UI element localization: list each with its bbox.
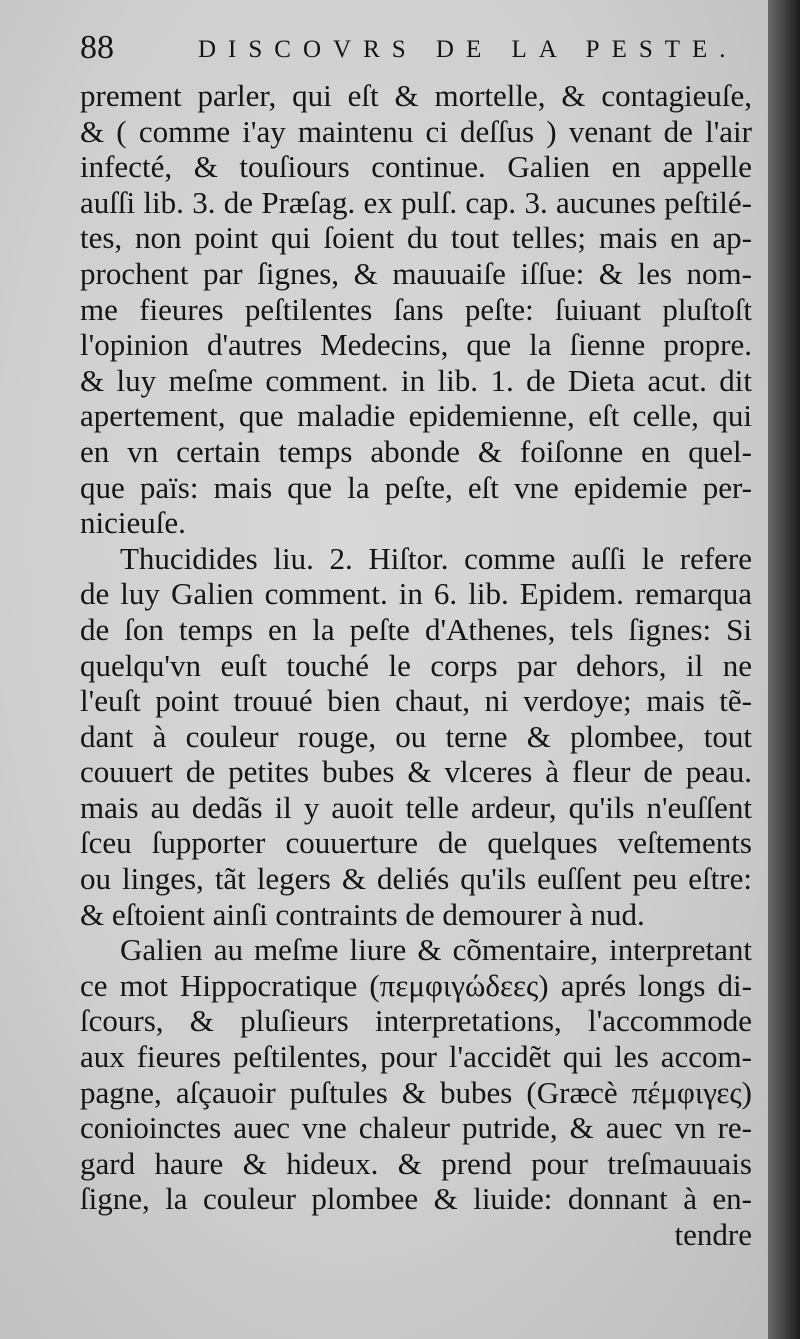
text-line: Galien au meſme liure & cõmentaire, interpretant: [120, 932, 752, 968]
text-line: l'opinion d'autres Medecins, que la ſienne propre.: [80, 327, 752, 363]
paragraph: [80, 541, 752, 933]
text-line: quelqu'vn euſt touché le corps par dehors, il ne: [80, 647, 752, 683]
text-line: pagne, aſçauoir puſtules & bubes (Græcè πέμφιγες): [80, 1074, 752, 1110]
text-line: ſigne, la couleur plombee & liuide: donnant à en-: [80, 1181, 752, 1217]
text-line: aux fieures peſtilentes, pour l'accidẽt qui les accom-: [80, 1039, 752, 1075]
text-line: l'euſt point trouué bien chaut, ni verdoye; mais tẽ-: [80, 683, 752, 719]
text-line: nicieuſe.: [80, 505, 186, 541]
page-number: 88: [80, 29, 114, 66]
text-line: me fieures peſtilentes ſans peſte: ſuiuant pluſtoſt: [80, 291, 752, 327]
text-line: prochent par ſignes, & mauuaiſe iſſue: & les nom-: [80, 255, 752, 291]
paragraph: [80, 932, 752, 1217]
catchword: tendre: [674, 1217, 752, 1252]
text-line: prement parler, qui eſt & mortelle, & contagieuſe,: [80, 78, 752, 113]
text-line: de ſon temps en la peſte d'Athenes, tels ſignes: Si: [80, 611, 752, 647]
paragraph: [80, 78, 752, 541]
text-line: mais au dedãs il y auoit telle ardeur, qu'ils n'euſſent: [80, 789, 752, 825]
text-line: & luy meſme comment. in lib. 1. de Dieta acut. dit: [80, 362, 752, 398]
text-line: gard haure & hideux. & prend pour treſmauuais: [80, 1145, 752, 1181]
text-line: de luy Galien comment. in 6. lib. Epidem. remarqua: [80, 576, 752, 612]
body-text: [80, 78, 752, 1253]
text-line: apertement, que maladie epidemienne, eſt celle, qui: [80, 398, 752, 434]
text-line: dant à couleur rouge, ou terne & plombee, tout: [80, 718, 752, 754]
text-line: ſceu ſupporter couuerture de quelques veſtements: [80, 825, 752, 861]
text-line: Thucidides liu. 2. Hiſtor. comme auſſi le refere: [120, 540, 752, 576]
book-gutter: [768, 0, 800, 1339]
text-line: couuert de petites bubes & vlceres à fleur de peau.: [80, 754, 752, 790]
text-line: & ( comme i'ay maintenu ci deſſus ) venant de l'air: [80, 113, 752, 149]
text-line: ſcours, & pluſieurs interpretations, l'accommode: [80, 1003, 752, 1039]
running-head: [80, 28, 750, 72]
text-line: ce mot Hippocratique (πεμφιγώδεες) aprés longs di-: [80, 967, 752, 1003]
text-line: conioinctes auec vne chaleur putride, & auec vn re-: [80, 1110, 752, 1146]
running-title: DISCOVRS DE LA PESTE.: [198, 36, 738, 63]
text-line: ou linges, tãt legers & deliés qu'ils euſſent peu eſtre:: [80, 861, 752, 897]
text-line: & eſtoient ainſi contraints de demourer à nud.: [80, 896, 645, 932]
text-line: tes, non point qui ſoient du tout telles; mais en ap-: [80, 220, 752, 256]
text-line: que païs: mais que la peſte, eſt vne epidemie per-: [80, 469, 752, 505]
text-line: en vn certain temps abonde & foiſonne en quel-: [80, 433, 752, 469]
text-line: infecté, & touſiours continue. Galien en appelle: [80, 149, 752, 185]
text-line: auſſi lib. 3. de Præſag. ex pulſ. cap. 3. aucunes peſtilé-: [80, 184, 752, 220]
